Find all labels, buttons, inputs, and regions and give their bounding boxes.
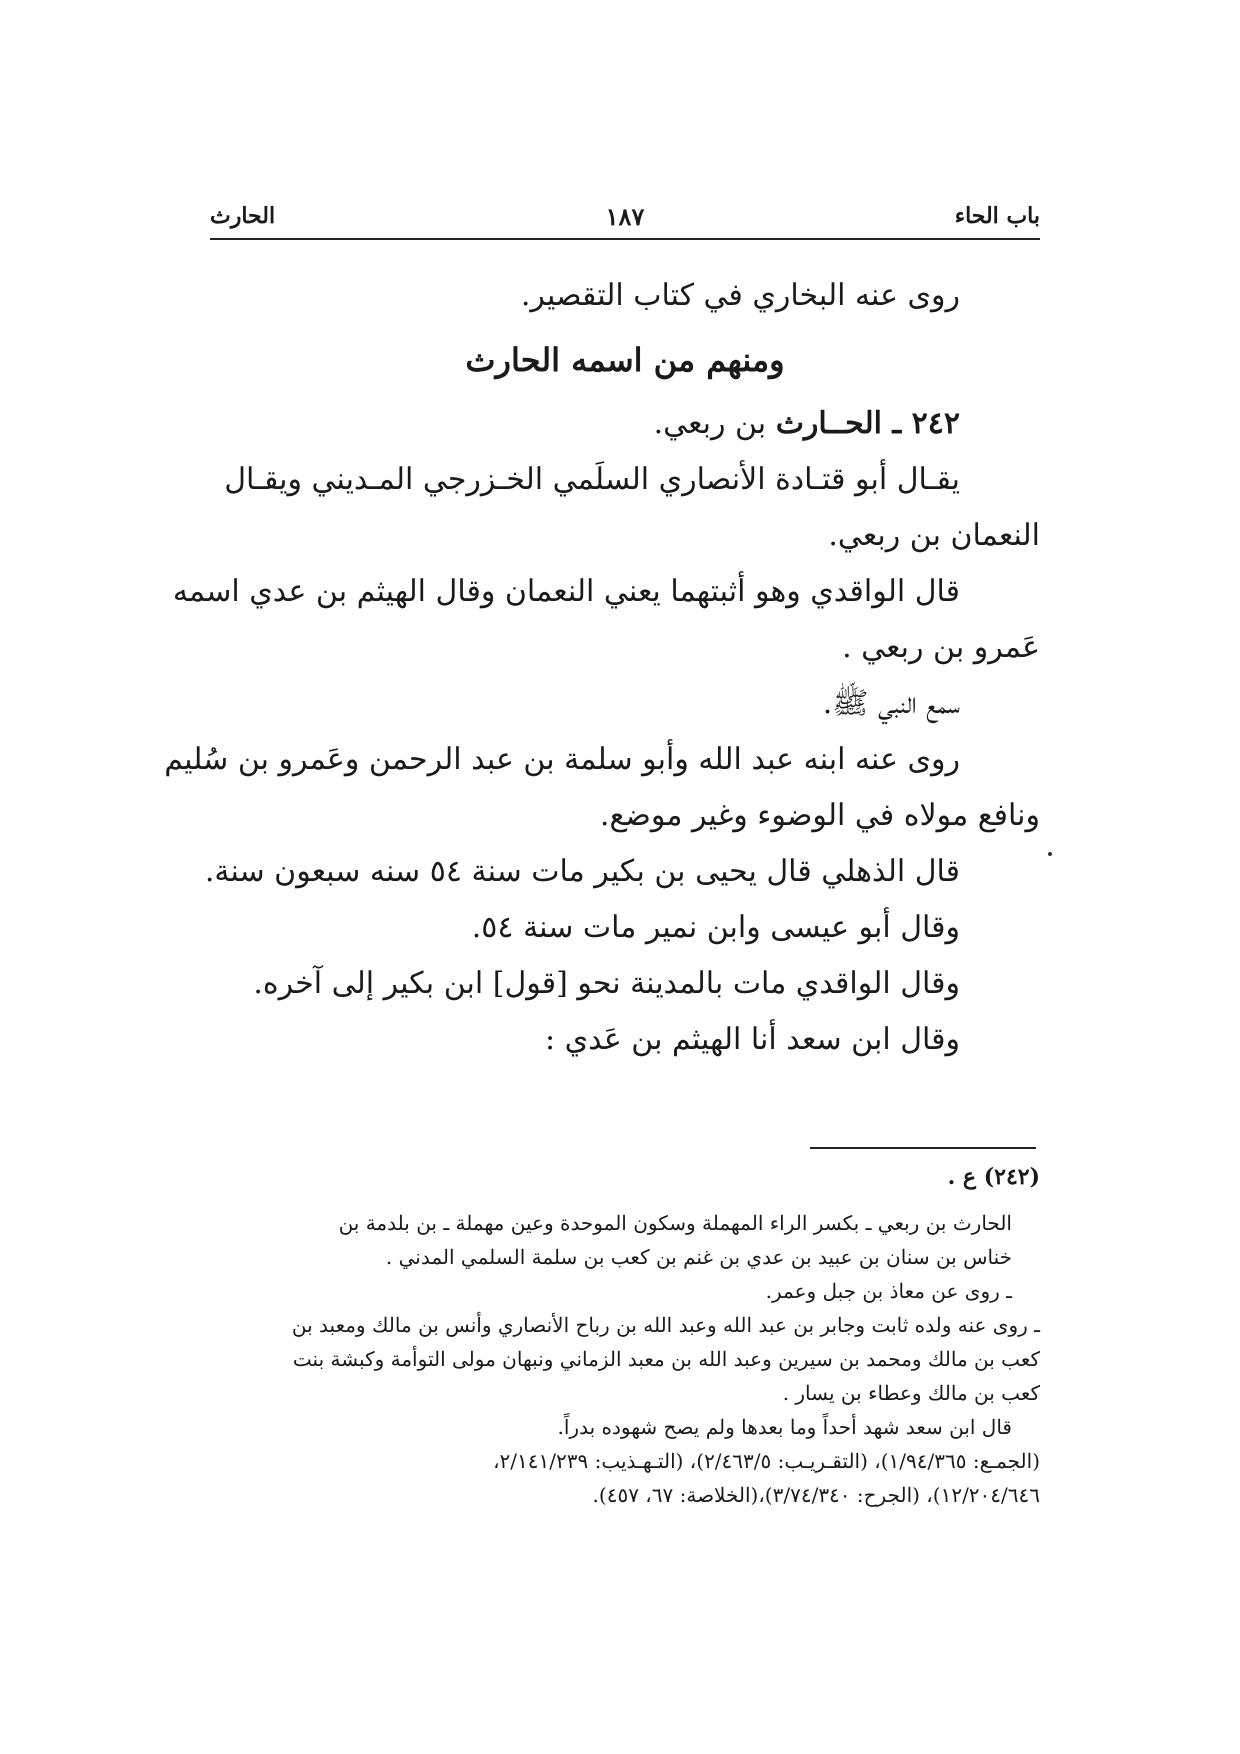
page-header — [210, 196, 1040, 236]
text-line: روى عنه ابنه عبد الله وأبو سلمة بن عبد الرحمن وعَمرو بن سُليم — [164, 742, 960, 777]
text-line: وقال أبو عيسى وابن نمير مات سنة ٥٤. — [471, 910, 960, 945]
header-divider — [210, 238, 1040, 240]
entry-name: بن ربعي. — [653, 406, 776, 441]
footnote-line: كعب بن مالك وعطاء بن يسار . — [782, 1381, 1040, 1405]
page-number: ١٨٧ — [605, 201, 645, 231]
footnote-line: قال ابن سعد شهد أحداً وما بعدها ولم يصح شهوده بدراً. — [557, 1415, 1012, 1439]
footnote-line: الحارث بن ربعي ـ بكسر الراء المهملة وسكون الموحدة وعين مهملة ـ بن بلدمة بن — [338, 1211, 1012, 1235]
footnote-divider — [810, 1147, 1036, 1149]
text-line: النعمان بن ربعي. — [828, 518, 1040, 553]
text-line: ونافع مولاه في الوضوء وغير موضع. — [599, 798, 1040, 833]
entry-number: ٢٤٢ ـ الحــارث — [775, 406, 960, 441]
footnote-line: ـ روى عن معاذ بن جبل وعمر. — [765, 1279, 1012, 1303]
section-heading: ومنهم من اسمه الحارث — [465, 341, 785, 379]
entry-title — [210, 396, 1040, 452]
footnotes — [210, 1160, 1040, 1512]
text-line: وقال الواقدي مات بالمدينة نحو [قول] ابن بكير إلى آخره. — [253, 966, 960, 1001]
text-line: قال الواقدي وهو أثبتهما يعني النعمان وقال الهيثم بن عدي اسمه — [172, 574, 960, 609]
footnote-line: (الجمـع: ١/٩٤/٣٦٥)، (التقـريـب: ٢/٤٦٣/٥)، (التـهـذيب: ٢/١٤١/٢٣٩، — [493, 1449, 1040, 1473]
footnote-line: كعب بن مالك ومحمد بن سيرين وعبد الله بن معبد الزماني ونبهان مولى التوأمة وكبشة بنت — [292, 1347, 1040, 1371]
header-section: الحارث — [210, 203, 276, 229]
main-text — [164, 268, 1040, 1068]
text-line: سمع النبي ﷺ. — [822, 686, 960, 721]
text-line: وقال ابن سعد أنا الهيثم بن عَدي : — [544, 1022, 960, 1057]
footnote-line: خناس بن سنان بن عبيد بن عدي بن غنم بن كعب بن سلمة السلمي المدني . — [385, 1245, 1012, 1269]
header-chapter: باب الحاء — [954, 203, 1040, 229]
footnote-line: ـ روى عنه ولده ثابت وجابر بن عبد الله وعبد الله بن رباح الأنصاري وأنس بن مالك ومعبد بن — [291, 1313, 1040, 1337]
text-line: يقـال أبو قتـادة الأنصاري السلَمي الخـزرجي المـديني ويقـال — [224, 462, 960, 497]
text-line: قال الذهلي قال يحيى بن بكير مات سنة ٥٤ سنه سبعون سنة. — [204, 854, 960, 889]
text-line: روى عنه البخاري في كتاب التقصير. — [520, 278, 960, 313]
footnote-line: ١٢/٢٠٤/٦٤٦)، (الجرح: ٣/٧٤/٣٤٠)،(الخلاصة: ٦٧، ٤٥٧). — [592, 1483, 1040, 1507]
text-line: عَمرو بن ربعي . — [842, 630, 1040, 665]
footnote-number: (٢٤٢) ع . — [947, 1164, 1040, 1190]
margin-dot — [1048, 852, 1052, 856]
